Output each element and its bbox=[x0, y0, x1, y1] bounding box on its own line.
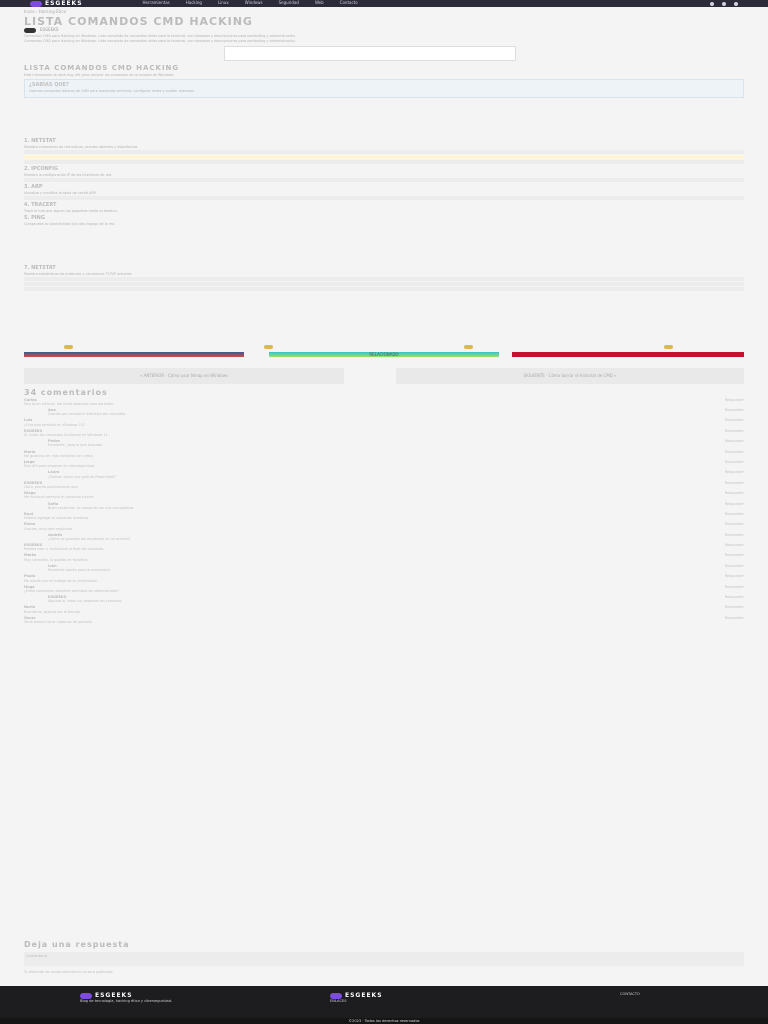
comment-item bbox=[48, 595, 744, 603]
command-description: Muestra la configuración IP de las interfaces de red. bbox=[24, 172, 113, 177]
comment-author[interactable]: ESGEEKS bbox=[24, 428, 43, 433]
post-meta bbox=[24, 28, 744, 33]
header-actions bbox=[710, 2, 738, 6]
comment-text: Muy buen artículo, me sirvió bastante para aprender. bbox=[24, 401, 115, 406]
comment-text: Muy completo, lo guardo en favoritos. bbox=[24, 557, 89, 562]
menu-item[interactable]: Web bbox=[314, 0, 324, 6]
code-block bbox=[24, 282, 744, 286]
reply-button[interactable]: Responder bbox=[724, 532, 744, 537]
reply-button[interactable]: Responder bbox=[724, 449, 744, 454]
star-icon bbox=[664, 345, 673, 349]
footer-logo[interactable] bbox=[80, 992, 172, 999]
comment-item bbox=[24, 398, 744, 406]
code-block bbox=[24, 178, 744, 182]
comment-text: Buen contenido, lo comparto con mis compañeros. bbox=[48, 505, 135, 510]
comment-text: ¿Estos comandos requieren permisos de administrador? bbox=[24, 588, 120, 593]
author-name[interactable]: ESGEEKS bbox=[40, 26, 59, 32]
comment-author[interactable]: Raúl bbox=[24, 511, 33, 516]
comment-author[interactable]: ESGEEKS bbox=[48, 595, 67, 600]
comment-text: ¿Funciona también en Windows 11? bbox=[24, 422, 85, 427]
privacy-note: Tu dirección de correo electrónico no será publicada. bbox=[24, 970, 114, 974]
code-block bbox=[24, 287, 744, 291]
code-block bbox=[24, 150, 744, 154]
reply-button[interactable]: Responder bbox=[724, 563, 744, 568]
comment-text: Me funcionó perfecto el comando tracert. bbox=[24, 495, 95, 500]
next-post-link[interactable]: SIGUIENTE · Cómo borrar el historial de CMD » bbox=[396, 368, 744, 384]
comment-item bbox=[24, 522, 744, 530]
reply-button[interactable]: Responder bbox=[724, 459, 744, 464]
comment-author[interactable]: Sofía bbox=[48, 501, 59, 506]
comment-placeholder: Comentario bbox=[26, 954, 47, 958]
command-description: Traza la ruta que siguen los paquetes hasta su destino. bbox=[24, 208, 118, 213]
intro-text: Comandos CMD para Hacking en Windows. Lista completa de comandos útiles para la terminal, con ejemplos y descripciones para pentesting y administración. bbox=[24, 33, 296, 38]
code-block bbox=[24, 277, 744, 281]
comment-item bbox=[24, 512, 744, 520]
breadcrumb[interactable]: Inicio › Hacking Ético bbox=[24, 9, 67, 14]
comment-item bbox=[24, 543, 744, 551]
comments-heading: 34 comentarios bbox=[24, 388, 108, 397]
comment-author[interactable]: Carlos bbox=[24, 397, 37, 402]
reply-title: Deja una respuesta bbox=[24, 940, 130, 949]
comment-text: ¿Cómo se guardan los resultados en un archivo? bbox=[48, 536, 131, 541]
table-of-contents[interactable] bbox=[224, 46, 516, 61]
comment-text: Puedes usar > archivo.txt al final del comando. bbox=[24, 547, 105, 552]
search-icon[interactable] bbox=[710, 2, 714, 6]
share-pinterest-button[interactable] bbox=[512, 352, 744, 357]
comments-section bbox=[24, 388, 744, 626]
moon-icon[interactable] bbox=[722, 2, 726, 6]
logo-icon bbox=[330, 993, 342, 999]
info-box bbox=[24, 79, 744, 97]
reply-button[interactable]: Responder bbox=[724, 418, 744, 423]
section-subtitle: Está información te será muy útil para conocer los comandos de la consola de Windows. bbox=[24, 73, 175, 78]
footer-contact bbox=[620, 992, 640, 996]
comment-author[interactable]: Óscar bbox=[24, 615, 36, 620]
comment-text: ¿Podrían hacer una guía de PowerShell? bbox=[48, 474, 116, 479]
comment-item bbox=[24, 616, 744, 624]
command-description: Comprueba la conectividad con otro equipo de la red. bbox=[24, 221, 116, 226]
reply-button[interactable]: Responder bbox=[724, 574, 744, 579]
comment-text: Gracias, muy bien explicado. bbox=[24, 526, 74, 531]
star-icon bbox=[264, 345, 273, 349]
reply-button[interactable]: Responder bbox=[724, 615, 744, 620]
comment-author[interactable]: Ana bbox=[48, 407, 56, 412]
command-description: Muestra estadísticas de protocolo y conexiones TCP/IP actuales. bbox=[24, 271, 133, 276]
comment-text: Me ayudó con mi trabajo de la universidad. bbox=[24, 578, 98, 583]
command-description: Muestra conexiones de red activas, puertos abiertos y estadísticas. bbox=[24, 144, 139, 149]
menu-item[interactable]: Herramientas bbox=[142, 0, 170, 6]
comment-item bbox=[48, 408, 744, 416]
comment-item bbox=[24, 585, 744, 593]
footer-contact-title: CONTACTO bbox=[620, 992, 640, 996]
comment-item bbox=[48, 564, 744, 572]
comment-author[interactable]: María bbox=[24, 449, 36, 454]
comment-author[interactable]: Iván bbox=[48, 563, 57, 568]
footer-description: Blog de tecnología, hacking ético y ciberseguridad. bbox=[80, 999, 173, 1004]
menu-item[interactable]: Linux bbox=[217, 0, 229, 6]
star-icon bbox=[464, 345, 473, 349]
comment-item bbox=[48, 439, 744, 447]
info-box-text: Usamos comandos básicos de CMD para manipular archivos, configurar redes y auditar sistemas. bbox=[29, 89, 195, 94]
info-box-label: ¿SABÍAS QUE? bbox=[29, 82, 69, 89]
menu-item[interactable]: Windows bbox=[244, 0, 263, 6]
comment-author[interactable]: ESGEEKS bbox=[24, 480, 43, 485]
comment-item bbox=[48, 502, 744, 510]
reply-button[interactable]: Responder bbox=[724, 595, 744, 600]
menu-item[interactable]: Contacto bbox=[339, 0, 358, 6]
comment-author[interactable]: ESGEEKS bbox=[24, 543, 43, 548]
related-button[interactable]: RELACIONADO bbox=[269, 352, 499, 357]
share-strip bbox=[24, 344, 744, 356]
comment-item bbox=[24, 574, 744, 582]
command-description: Visualiza y modifica la tabla de caché ARP. bbox=[24, 190, 97, 195]
menu-item[interactable]: Hacking bbox=[185, 0, 202, 6]
menu-item[interactable]: Seguridad bbox=[278, 0, 299, 6]
reply-button[interactable]: Responder bbox=[724, 397, 744, 402]
section-heading: LISTA COMANDOS CMD HACKING bbox=[24, 63, 180, 72]
intro-text: Comandos CMD para Hacking en Windows. Lista completa de comandos útiles para la terminal, con ejemplos y descripciones para pentesting y administración. bbox=[24, 38, 296, 43]
reply-button[interactable]: Responder bbox=[724, 407, 744, 412]
prev-post-link[interactable]: « ANTERIOR · Cómo usar Nmap en Windows bbox=[24, 368, 344, 384]
reply-button[interactable]: Responder bbox=[724, 428, 744, 433]
page-title: LISTA COMANDOS CMD HACKING bbox=[24, 14, 253, 28]
comment-author[interactable]: Paula bbox=[24, 574, 36, 579]
star-icon bbox=[64, 345, 73, 349]
comment-author[interactable]: Pedro bbox=[48, 439, 60, 444]
comment-textarea[interactable] bbox=[24, 952, 744, 966]
footer-about bbox=[80, 992, 172, 1004]
reply-button[interactable]: Responder bbox=[724, 501, 744, 506]
comment-author[interactable]: Marta bbox=[24, 553, 36, 558]
comment-author[interactable]: Hugo bbox=[24, 584, 35, 589]
comment-text: Muy útil para empezar en ciberseguridad. bbox=[24, 464, 96, 469]
reply-button[interactable]: Responder bbox=[724, 584, 744, 589]
comment-item bbox=[24, 605, 744, 613]
highlight-row bbox=[24, 155, 744, 159]
comment-author[interactable]: Laura bbox=[48, 470, 60, 475]
reply-button[interactable]: Responder bbox=[724, 511, 744, 516]
comment-text: Sí, todos los comandos funcionan en Windows 11. bbox=[24, 433, 109, 438]
site-brand: ESGEEKS bbox=[45, 0, 83, 7]
site-footer bbox=[0, 986, 768, 1024]
command-heading: 5. PING bbox=[24, 214, 45, 221]
comment-text: Claro, pronto publicaremos una. bbox=[24, 485, 79, 490]
logo-icon bbox=[30, 1, 42, 7]
avatar bbox=[24, 28, 36, 33]
comment-author[interactable]: Diego bbox=[24, 491, 36, 496]
main-menu bbox=[143, 1, 358, 6]
article bbox=[24, 10, 744, 292]
comment-item bbox=[48, 533, 744, 541]
reply-button[interactable]: Responder bbox=[724, 543, 744, 548]
comment-item bbox=[24, 460, 744, 468]
reply-button[interactable]: Responder bbox=[724, 470, 744, 475]
command-heading: 3. ARP bbox=[24, 183, 43, 190]
code-block bbox=[24, 160, 744, 164]
comment-author[interactable]: Andrés bbox=[48, 532, 63, 537]
comment-item bbox=[24, 491, 744, 499]
comment-list bbox=[24, 398, 744, 625]
comment-text: Buenísimo, gracias por el tiempo. bbox=[24, 609, 81, 614]
comment-text: Sería bueno incluir capturas de pantalla. bbox=[24, 620, 93, 625]
comment-item bbox=[48, 470, 744, 478]
reply-button[interactable]: Responder bbox=[724, 522, 744, 527]
copyright-bar: ©2023 · Todos los derechos reservados bbox=[0, 1018, 768, 1024]
footer-links bbox=[330, 992, 383, 1004]
command-heading: 4. TRACERT bbox=[24, 201, 57, 208]
command-heading: 7. NETSTAT bbox=[24, 264, 56, 271]
footer-brand: ESGEEKS bbox=[95, 992, 133, 999]
share-facebook-button[interactable] bbox=[24, 352, 244, 357]
comment-item bbox=[24, 481, 744, 489]
comment-author[interactable]: Nuria bbox=[24, 605, 35, 610]
reply-button[interactable]: Responder bbox=[724, 491, 744, 496]
footer-brand: ESGEEKS bbox=[345, 992, 383, 999]
comment-text: Excelente aporte para la comunidad. bbox=[48, 568, 111, 573]
command-heading: 2. IPCONFIG bbox=[24, 165, 59, 172]
comment-item bbox=[24, 553, 744, 561]
comment-text: Me gustaría ver más ejemplos con netsh. bbox=[24, 453, 94, 458]
logo-icon bbox=[80, 993, 92, 999]
menu-icon[interactable] bbox=[734, 2, 738, 6]
reply-button[interactable]: Responder bbox=[724, 439, 744, 444]
comment-text: Algunos sí, otros no; depende del comando. bbox=[48, 599, 123, 604]
comment-item bbox=[24, 450, 744, 458]
reply-button[interactable]: Responder bbox=[724, 605, 744, 610]
footer-logo[interactable] bbox=[330, 992, 383, 999]
comment-author[interactable]: Elena bbox=[24, 522, 36, 527]
comment-item bbox=[24, 418, 744, 426]
code-block bbox=[24, 196, 744, 200]
comment-text: Gracias por compartir esta lista tan completa. bbox=[48, 412, 127, 417]
comment-author[interactable]: Luis bbox=[24, 418, 33, 423]
command-heading: 1. NETSTAT bbox=[24, 137, 56, 144]
site-logo[interactable] bbox=[30, 0, 83, 7]
top-navbar bbox=[0, 0, 768, 7]
reply-button[interactable]: Responder bbox=[724, 480, 744, 485]
comment-text: Faltaría agregar el comando nslookup. bbox=[24, 516, 90, 521]
comment-item bbox=[24, 429, 744, 437]
comment-text: Excelente, justo lo que buscaba. bbox=[48, 443, 104, 448]
reply-button[interactable]: Responder bbox=[724, 553, 744, 558]
footer-links-title: ENLACES bbox=[330, 999, 347, 1004]
comment-author[interactable]: Jorge bbox=[24, 459, 35, 464]
